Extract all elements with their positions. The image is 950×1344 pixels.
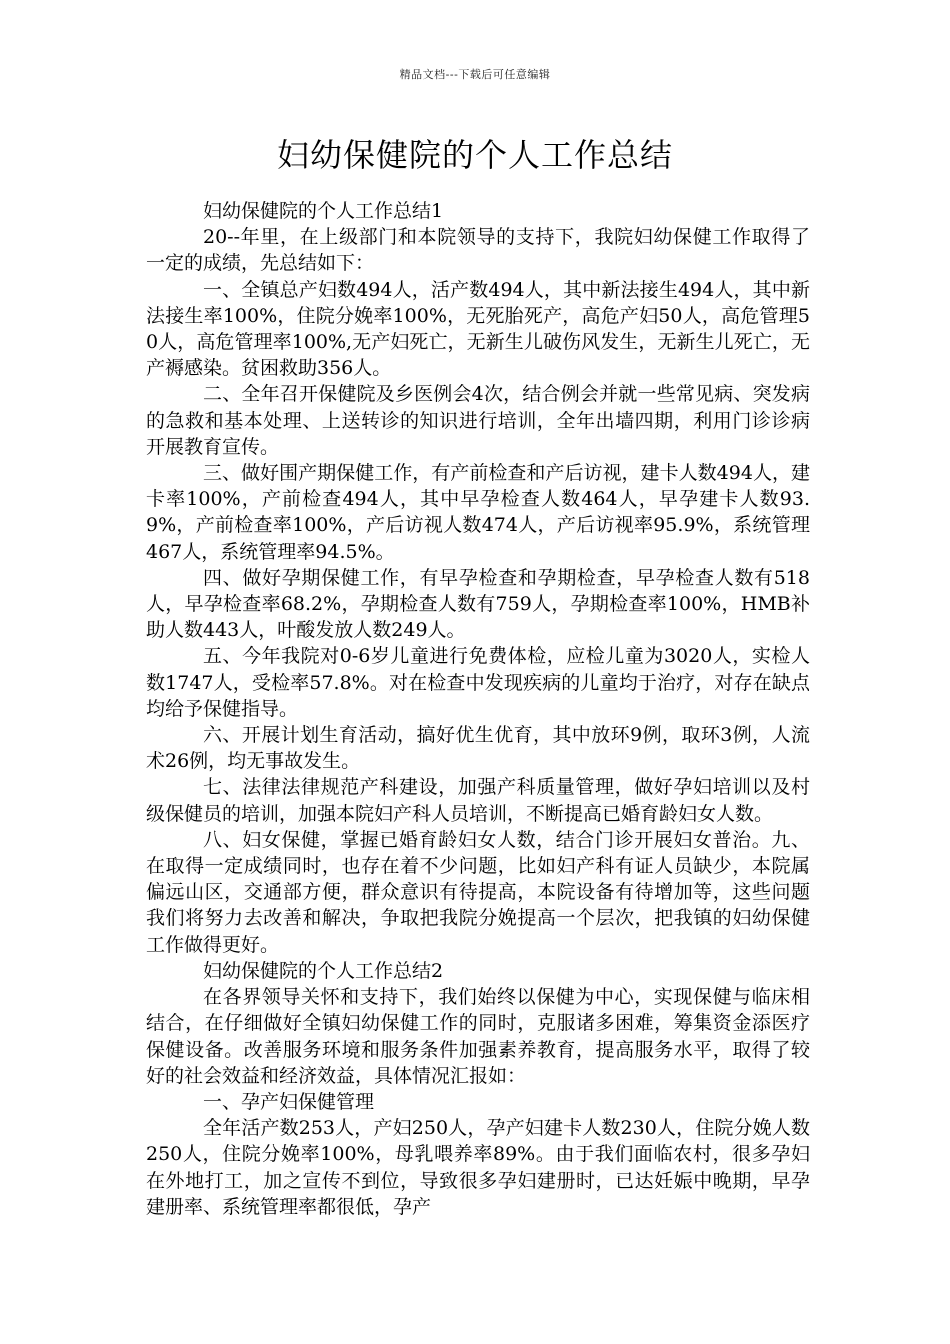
paragraph-item-7: 七、法律法律规范产科建设，加强产科质量管理，做好孕妇培训以及村级保健员的培训，加强本院妇产科人员培训，不断提高已婚育龄妇女人数。 [146, 776, 810, 825]
intro-paragraph: 20--年里，在上级部门和本院领导的支持下，我院妇幼保健工作取得了一定的成绩，先总结如下： [146, 226, 810, 275]
section-heading-2: 妇幼保健院的个人工作总结2 [203, 959, 444, 982]
subsection-heading: 一、孕产妇保健管理 [203, 1090, 375, 1113]
subsection-paragraph: 全年活产数253人，产妇250人，孕产妇建卡人数230人，住院分娩人数250人，住院分娩率100%，母乳喂养率89%。由于我们面临农村，很多孕妇在外地打工，加之宣传不到位，导致很多孕妇建册时，已达妊娠中晚期，早孕建册率、系统管理率都很低，孕产 [146, 1117, 810, 1218]
section-2-intro: 在各界领导关怀和支持下，我们始终以保健为中心，实现保健与临床相结合，在仔细做好全镇妇幼保健工作的同时，克服诸多困难，筹集资金添医疗保健设备。改善服务环境和服务条件加强素养教育，提高服务水平，取得了较好的社会效益和经济效益，具体情况汇报如： [146, 986, 810, 1087]
page-header-note: 精品文档---下载后可任意编辑 [399, 68, 551, 81]
section-heading-1: 妇幼保健院的个人工作总结1 [203, 200, 444, 222]
document-body [146, 198, 810, 1220]
paragraph-item-4: 四、做好孕期保健工作，有早孕检查和孕期检查，早孕检查人数有518人，早孕检查率68.2%，孕期检查人数有759人，孕期检查率100%，HMB补助人数443人，叶酸发放人数249人。 [146, 566, 810, 642]
paragraph-item-8: 八、妇女保健，掌握已婚育龄妇女人数，结合门诊开展妇女普治。九、在取得一定成绩同时，也存在着不少问题，比如妇产科有证人员缺少，本院属偏远山区，交通部方便，群众意识有待提高，本院设备有待增加等，这些问题我们将努力去改善和解决，争取把我院分娩提高一个层次，把我镇的妇幼保健工作做得更好。 [146, 828, 810, 956]
paragraph-item-3: 三、做好围产期保健工作，有产前检查和产后访视，建卡人数494人，建卡率100%，产前检查494人，其中早孕检查人数464人，早孕建卡人数93.9%，产前检查率100%，产后访视人数474人，产后访视率95.9%，系统管理467人，系统管理率94.5%。 [146, 462, 810, 563]
document-title: 妇幼保健院的个人工作总结 [276, 136, 673, 174]
paragraph-item-1: 一、全镇总产妇数494人，活产数494人，其中新法接生494人，其中新法接生率100%，住院分娩率100%，无死胎死产，高危产妇50人，高危管理50人，高危管理率100%,无产妇死亡，无新生儿破伤风发生，无新生儿死亡，无产褥感染。贫困救助356人。 [146, 278, 810, 380]
paragraph-item-5: 五、今年我院对0-6岁儿童进行免费体检，应检儿童为3020人，实检人数1747人，受检率57.8%。对在检查中发现疾病的儿童均于治疗，对存在缺点均给予保健指导。 [146, 645, 810, 720]
paragraph-item-2: 二、全年召开保健院及乡医例会4次，结合例会并就一些常见病、突发病的急救和基本处理、上送转诊的知识进行培训，全年出墙四期，利用门诊诊病开展教育宣传。 [146, 383, 810, 458]
paragraph-item-6: 六、开展计划生育活动，搞好优生优育，其中放环9例，取环3例，人流术26例，均无事故发生。 [146, 724, 810, 773]
